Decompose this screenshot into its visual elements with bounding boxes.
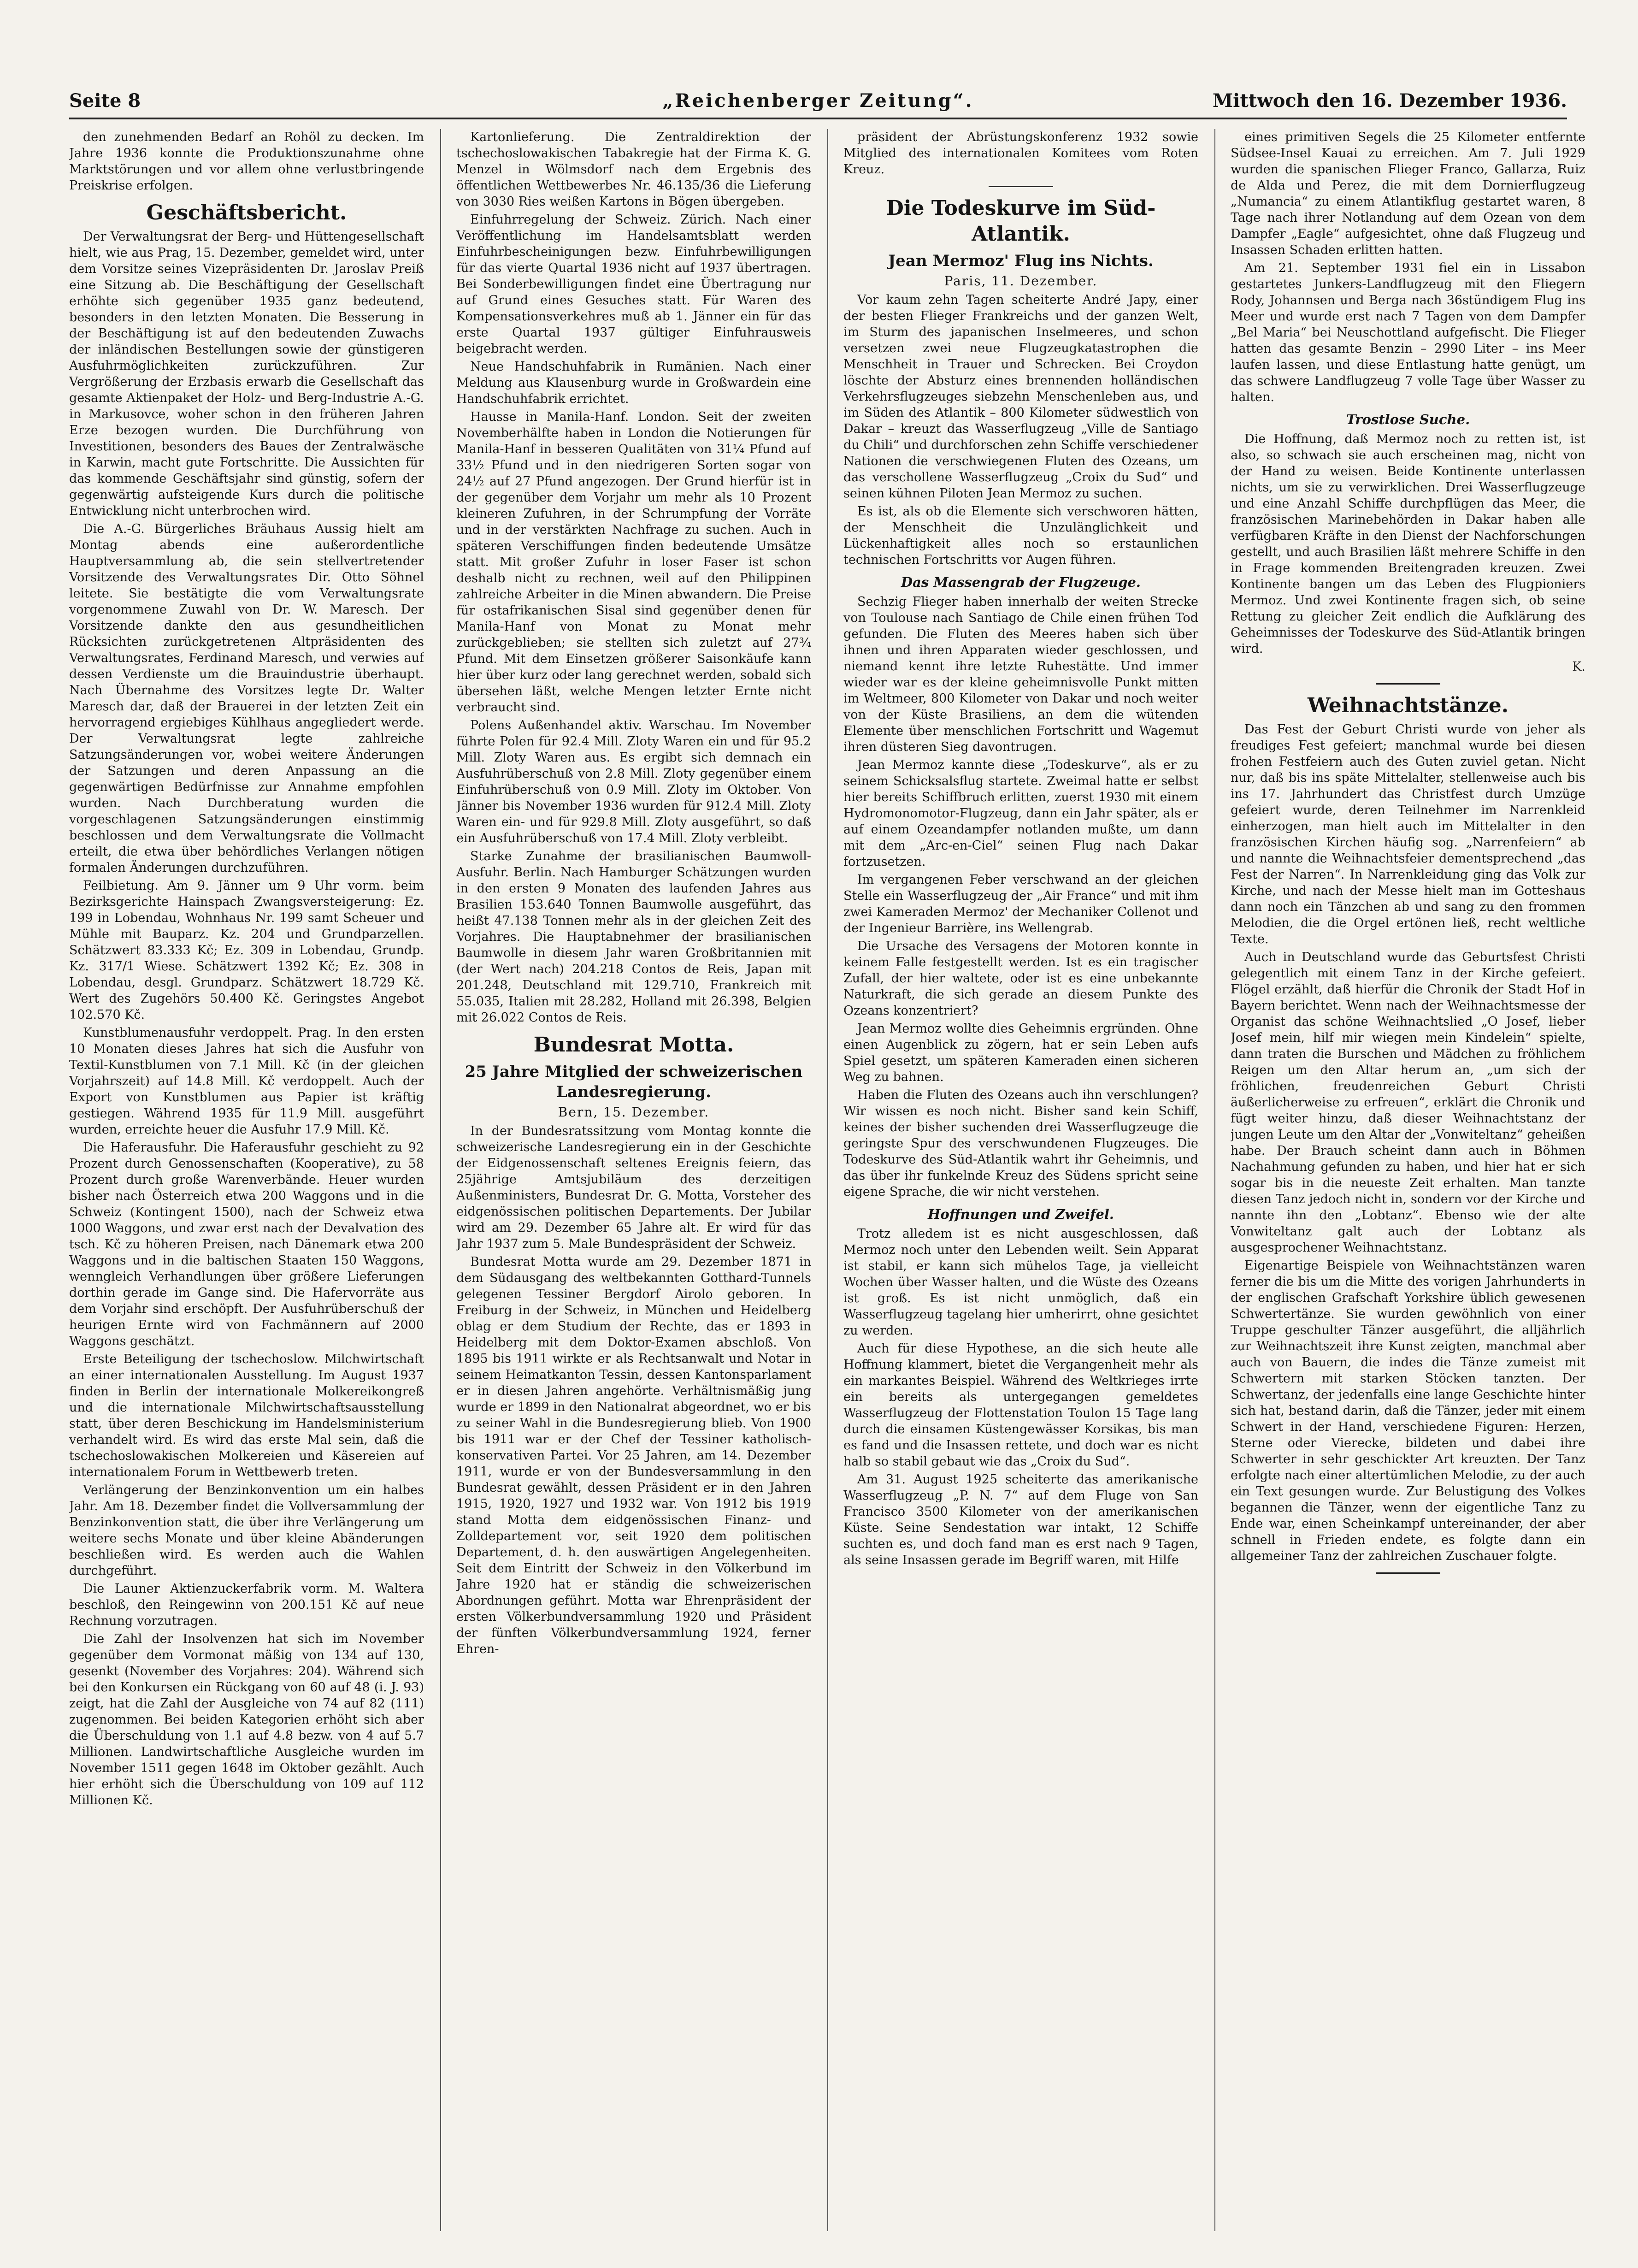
- section-heading-geschaeftsbericht: Geschäftsbericht.: [146, 201, 347, 224]
- paragraph: Sechzig Flieger haben innerhalb der weiten Strecke von Toulouse nach Santiago de Chile einen frühen Tod gefunden. Die Fluten des Meeres haben sich über ihnen und ihren Apparaten wieder geschlossen, und niemand kennt ihre letzte Ruhestätte. Und immer wieder war es der kleine geheimnisvolle Punkt mitten im Weltmeer, 800 Kilometer von Dakar und noch weiter von der Küste Brasiliens, an dem die wütenden Elemente über menschlichen Fortschritt und Wagemut ihren düsteren Sieg davontrugen.: [843, 595, 1198, 754]
- dateline: Bern, 15. Dezember.: [558, 1104, 710, 1120]
- page-header: [69, 85, 1567, 119]
- paragraph: Die Launer Aktienzuckerfabrik vorm. M. Waltera beschloß, den Reingewinn von 200.151 Kč auf neue Rechnung vorzutragen.: [69, 1582, 424, 1628]
- paragraph: Bundesrat Motta wurde am 29. Dezember 1871 in dem Südausgang des weltbekannten Gotthard-Tunnels gelegenen Tessiner Bergdorf Airolo geboren. In Freiburg in der Schweiz, in München und Heidelberg oblag er dem Studium der Rechte, das er 1893 in Heidelberg mit dem Doktor-Examen abschloß. Von 1895 bis 1911 wirkte er als Rechtsanwalt und Notar in seinem Heimatkanton Tessin, dessen Kantonsparlament er in diesen Jahren angehörte. Verhältnismäßig jung wurde er 1899 in den Nationalrat abgeordnet, wo er bis zu seiner Wahl in die Bundesregierung blieb. Von 1900 bis 1911 war er der Chef der Tessiner katholisch-konservativen Partei. Vor 25 Jahren, am 14. Dezember 1911, wurde er von der Bundesversammlung in den Bundesrat gewählt, dessen Präsident er in den Jahren 1915, 1920, 1927 und 1932 war. Von 1912 bis 1919 stand Motta dem eidgenössischen Finanz- und Zolldepartement vor, seit 1920 dem politischen Departement, d. h. den auswärtigen Angelegenheiten. Seit dem Eintritt der Schweiz in den Völkerbund im Jahre 1920 hat er ständig die schweizerischen Abordnungen geführt. Motta war Ehrenpräsident der ersten Völkerbundversammlung 1920 und Präsident der fünften Völkerbundversammlung 1924, ferner Ehren-: [456, 1255, 811, 1656]
- paragraph: den zunehmenden Bedarf an Rohöl zu decken. Im Jahre 1936 konnte die Produktionszunahme ohne Marktstörungen und vor allem ohne verlustbringende Preiskrise erfolgen.: [69, 130, 424, 193]
- author-signature: K.: [1572, 660, 1585, 674]
- article-title-todeskurve: Die Todeskurve im Süd-Atlantik.: [886, 196, 1156, 246]
- page-number: Seite 8: [69, 90, 141, 112]
- paragraph: Die A.-G. Bürgerliches Bräuhaus Aussig hielt am Montag abends eine außerordentliche Hauptversammlung ab, die sein stellvertretender Vorsitzende des Verwaltungsrates Dir. Otto Söhnel leitete. Sie bestätigte die vom Verwaltungsrate vorgenommene Zuwahl von Dr. W. Maresch. Der Vorsitzende dankte den aus gesundheitlichen Rücksichten zurückgetretenen Altpräsidenten des Verwaltungsrates, Ferdinand Maresch, und verwies auf dessen Verdienste um die Brauindustrie überhaupt. Nach Übernahme des Vorsitzes legte Dr. Walter Maresch dar, daß der Brauerei in der letzten Zeit ein hervorragend ergiebiges Kühlhaus angegliedert werde. Der Verwaltungsrat legte zahlreiche Satzungsänderungen vor, wobei weitere Änderungen der Satzungen und deren Anpassung an die gegenwärtigen Bedürfnisse zur Annahme empfohlen wurden. Nach Durchberatung wurden die vorgeschlagenen Satzungsänderungen einstimmig beschlossen und dem Verwaltungsrate die Vollmacht erteilt, die etwa über behördliches Verlangen nötigen formalen Änderungen durchzuführen.: [69, 522, 424, 875]
- paragraph: Auch für diese Hypothese, an die sich heute alle Hoffnung klammert, bietet die Vergangenheit mehr als ein markantes Beispiel. Während des Weltkrieges irrte ein bereits als untergegangen gemeldetes Wasserflugzeug der Flottenstation Toulon 15 Tage lang durch die einsamen Küstengewässer Korsikas, bis man es fand und die Insassen rettete, und doch war es nicht halb so stabil gebaut wie das „Croix du Sud“.: [843, 1341, 1198, 1469]
- column-divider: [440, 129, 441, 2231]
- subheading-hoffnungen: Hoffnungen und Zweifel.: [927, 1206, 1114, 1222]
- paragraph: Am 21. September 1931 fiel ein in Lissabon gestartetes Junkers-Landflugzeug mit den Fliegern Rody, Johannsen und Berga nach 36stündigem Flug ins Meer und wurde erst nach 7 Tagen von dem Dampfer „Bel Maria“ bei Neuschottland aufgefischt. Die Flieger hatten das gesamte Benzin – 2990 Liter – ins Meer laufen lassen, und diese Entlastung hatte genügt, um das schwere Landflugzeug 7 volle Tage über Wasser zu halten.: [1231, 261, 1585, 404]
- article-title-weihnachtstaenze: Weihnachtstänze.: [1307, 694, 1509, 717]
- column-1: [69, 129, 424, 2231]
- separator-rule: [1376, 683, 1440, 685]
- paragraph: In der Bundesratssitzung vom Montag konnte die schweizerische Landesregierung ein in der Geschichte der Eidgenossenschaft seltenes Ereignis feiern, das 25jährige Amtsjubiläum des derzeitigen Außenministers, Bundesrat Dr. G. Motta, Vorsteher des eidgenössischen politischen Departements. Der Jubilar wird am 29. Dezember 65 Jahre alt. Er wird für das Jahr 1937 zum 5. Male Bundespräsident der Schweiz.: [456, 1124, 811, 1251]
- paragraph: Es ist, als ob die Elemente sich verschworen hätten, der Menschheit die Unzulänglichkeit und Lückenhaftigkeit alles noch so erstaunlichen technischen Fortschritts vor Augen führen.: [843, 504, 1198, 567]
- paragraph: Hausse in Manila-Hanf. London. Seit der zweiten Novemberhälfte haben in London die Notierungen für Manila-Hanf in besseren Qualitäten von 31¼ Pfund auf 33½ Pfund und in den niedrigeren Sorten sogar von 24½ auf 27 Pfund angezogen. Der Grund hierfür ist in der gegenüber dem Vorjahr um mehr als 10 Prozent kleineren Zufuhren, in der Schrumpfung der Vorräte und in der verstärkten Nachfrage zu suchen. Auch in späteren Verschiffungen finden bedeutende Umsätze statt. Mit großer Zufuhr in loser Faser ist schon deshalb nicht zu rechnen, weil auf den Philippinen zahlreiche Arbeiter in die Minen abwandern. Die Preise für ostafrikanischen Sisal sind gegenüber denen für Manila-Hanf von Monat zu Monat mehr zurückgeblieben; sie stellten sich zuletzt auf 27¾ Pfund. Mit dem Einsetzen größerer Saisonkäufe kann hier über kurz oder lang gerechnet werden, sobald sich übersehen läßt, welche Mengen letzter Ernte nicht verbraucht sind.: [456, 410, 811, 715]
- column-2: [456, 129, 811, 2231]
- paragraph: Starke Zunahme der brasilianischen Baumwoll-Ausfuhr. Berlin. Nach Hamburger Schätzungen wurden in den ersten 9 Monaten des laufenden Jahres aus Brasilien 153.640 Tonnen Baumwolle ausgeführt, das heißt 47.138 Tonnen mehr als in der gleichen Zeit des Vorjahres. Die Hauptabnehmer der brasilianischen Baumwolle in diesem Jahr waren Großbritannien mit (der Wert nach) 204.218 Contos de Reis, Japan mit 201.248, Deutschland mit 129.710, Frankreich mit 55.035, Italien mit 28.282, Holland mit 26.398, Belgien mit 26.022 Contos de Reis.: [456, 849, 811, 1025]
- paragraph: Die Zahl der Insolvenzen hat sich im November gegenüber dem Vormonat mäßig von 134 auf 130, gesenkt (November des Vorjahres: 204). Während sich bei den Konkursen ein Rückgang von 60 auf 48 (i. J. 93) zeigt, hat die Zahl der Ausgleiche von 74 auf 82 (111) zugenommen. Bei beiden Kategorien erhöht sich aber die Überschuldung von 1.1 auf 4.8 bezw. von 4 auf 5.7 Millionen. Landwirtschaftliche Ausgleiche wurden im November 1511 gegen 1648 im Oktober gezählt. Auch hier erhöht sich die Überschuldung von 109 auf 112 Millionen Kč.: [69, 1632, 424, 1807]
- column-divider: [1214, 129, 1215, 2231]
- paragraph: Eigenartige Beispiele von Weihnachtstänzen waren ferner die bis um die Mitte des vorigen Jahrhunderts in der englischen Grafschaft Yorkshire üblich gewesenen Schwertertänze. Sie wurden gewöhnlich von einer Truppe geschulter Tänzer ausgeführt, die alljährlich zur Weihnachtszeit ihre Kunst zeigten, manchmal aber auch von Bauern, die indes die Tänze zumeist mit Schwertern mit starken Stöcken tanzten. Der Schwertanz, der jedenfalls eine lange Geschichte hinter sich hat, bestand darin, daß die Tänzer, jeder mit einem Schwert in der Hand, verschiedene Figuren: Herzen, Sterne oder Vierecke, bildeten und dabei ihre Schwerter in sehr geschickter Art kreuzten. Der Tanz erfolgte nach einer altertümlichen Melodie, zu der auch ein Text gesungen wurde. Zur Belustigung des Volkes begannen die Tänzer, wenn der eigentliche Tanz zu Ende war, einen Scheinkampf untereinander, der aber schnell in Frieden endete, es folgte dann ein allgemeiner Tanz der zahlreichen Zuschauer folgte.: [1231, 1258, 1585, 1563]
- subheading-massengrab: Das Massengrab der Flugzeuge.: [901, 574, 1141, 590]
- paragraph: Jean Mermoz wollte dies Geheimnis ergründen. Ohne einen Augenblick zu zögern, hat er sein Leben aufs Spiel gesetzt, um späteren Kameraden einen sicheren Weg zu bahnen.: [843, 1022, 1198, 1084]
- paragraph: Verlängerung der Benzinkonvention um ein halbes Jahr. Am 18. Dezember findet die Vollversammlung der Benzinkonvention statt, die über ihre Verlängerung um weitere sechs Monate und über kleine Abänderungen beschließen wird. Es werden auch die Wahlen durchgeführt.: [69, 1483, 424, 1578]
- article-subtitle-motta: 25 Jahre Mitglied der schweizerischen Landesregierung.: [465, 1063, 803, 1101]
- paragraph: Das Fest der Geburt Christi wurde von jeher als freudiges Fest gefeiert; manchmal wurde bei diesen frohen Festfeiern auch des Guten zuviel getan. Nicht nur, daß bis ins späte Mittelalter, stellenweise auch bis ins 17. Jahrhundert das Christfest durch Umzüge gefeiert wurde, deren Teilnehmer im Narrenkleid einherzogen, man hielt auch im Mittelalter in den französischen Kirchen häufig sog. „Narrenfeiern“ ab und nannte die Weihnachtsfeier dementsprechend „das Fest der Narren“. In Narrenkleidung ging das Volk zur Kirche, und nach der Messe hielt man im Gotteshaus dann noch ein Tänzchen ab und sang zu den frommen Melodien, die die Orgel ertönen ließ, recht weltliche Texte.: [1231, 722, 1585, 946]
- column-3: [843, 129, 1198, 2231]
- paragraph: Jean Mermoz kannte diese „Todeskurve“, als er zu seinem Schicksalsflug startete. Zweimal hatte er selbst hier bereits Schiffbruch erlitten, zuerst 1930 mit einem Hydromonomotor-Flugzeug, dann ein Jahr später, als er auf einem Ozeandampfer notlanden mußte, um dann mit dem „Arc-en-Ciel“ seinen Flug nach Dakar fortzusetzen.: [843, 758, 1198, 869]
- paragraph: Kunstblumenausfuhr verdoppelt. Prag. In den ersten 10 Monaten dieses Jahres hat sich die Ausfuhr von Textil-Kunstblumen von 7.1 Mill. Kč (in der gleichen Vorjahrszeit) auf 14.8 Mill. Kč verdoppelt. Auch der Export von Kunstblumen aus Papier ist kräftig gestiegen. Während 1935 für 11.9 Mill. ausgeführt wurden, erreichte heuer die Ausfuhr 17.9 Mill. Kč.: [69, 1026, 424, 1137]
- paragraph: Die Haferausfuhr. Die Haferausfuhr geschieht zu 92 Prozent durch Genossenschaften (Kooperative), zu 58 Prozent durch große Warenverbände. Heuer wurden bisher nach Österreich etwa 200 Waggons und in die Schweiz (Kontingent 1500), nach der Schweiz etwa 1000 Waggons, und zwar erst nach der Devalvation des tsch. Kč zu höheren Preisen, nach Dänemark etwa 200 Waggons und in die baltischen Staaten 150 Waggons, wenngleich Verhandlungen über größere Lieferungen dorthin gerade im Gange sind. Die Hafervorräte aus dem Vorjahr sind erschöpft. Der Ausfuhrüberschuß der heurigen Ernte wird von Fachmännern auf 2000 Waggons geschätzt.: [69, 1140, 424, 1348]
- column-divider: [827, 129, 828, 2231]
- paragraph: Kartonlieferung. Die Zentraldirektion der tschechoslowakischen Tabakregie hat der Firma K. G. Menzel in Wölmsdorf nach dem Ergebnis des öffentlichen Wettbewerbes Nr. 46.135/36 die Lieferung von 3030 Ries weißen Kartons in Bögen übergeben.: [456, 130, 811, 209]
- paragraph: Auch in Deutschland wurde das Geburtsfest Christi gelegentlich mit einem Tanz in der Kirche gefeiert. Flögel erzählt, daß hierfür die Chronik der Stadt Hof in Bayern berichtet. Wenn nach der Weihnachtsmesse der Organist das schöne Weihnachtslied „O Josef, lieber Josef mein, hilf mir wiegen mein Kindelein“ spielte, dann traten die Burschen und Mädchen zu fröhlichem Reigen um den Altar herum an, „um sich der fröhlichen, freudenreichen Geburt Christi äußerlicherweise zu erfreuen“, erklärt die Chronik und fügt weiter hinzu, daß dieser Weihnachtstanz der jungen Leute um den Altar der „Vonwiteltanz“ geheißen habe. Der Brauch scheint dann auch in Böhmen Nachahmung gefunden zu haben, und hier hat er sich sogar bis in die neueste Zeit erhalten. Man tanzte diesen Tanz jedoch nicht in, sondern vor der Kirche und nannte ihn den „Lobtanz“. Ebenso wie der alte Vonwiteltanz galt auch der Lobtanz als ausgesprochener Weihnachtstanz.: [1231, 950, 1585, 1255]
- paragraph: eines primitiven Segels die 25 Kilometer entfernte Südsee-Insel Kauai zu erreichen. Am 7. Juli 1929 wurden die spanischen Flieger Franco, Gallarza, Ruiz de Alda und Perez, die mit dem Dornierflugzeug „Numancia“ zu einem Atlantikflug gestartet waren, 8 Tage nach ihrer Notlandung auf dem Ozean von dem Dampfer „Eagle“ aufgesichtet, ohne daß Flugzeug und Insassen Schaden erlitten hatten.: [1231, 130, 1585, 257]
- paragraph: präsident der Abrüstungskonferenz 1932 sowie Mitglied des internationalen Komitees vom Roten Kreuz.: [843, 130, 1198, 177]
- paragraph: Die Hoffnung, daß Mermoz noch zu retten ist, ist also, so schwach sie auch erscheinen mag, nicht von der Hand zu weisen. Beide Kontinente unterlassen nichts, um sie zu verwirklichen. Drei Wasserflugzeuge und eine Anzahl Schiffe durchpflügen das Meer, die französischen Marinebehörden in Dakar haben alle verfügbaren Kräfte in den Dienst der Nachforschungen gestellt, und auch Brasilien läßt mehrere Schiffe in den in Frage kommenden Breitengraden kreuzen. Zwei Kontinente bangen um das Leben des Flugpioniers Mermoz. Und zwei Kontinente fragen sich, ob seine Rettung zu gleicher Zeit endlich die Aufklärung des Geheimnisses der Todeskurve des Süd-Atlantik bringen wird.: [1231, 432, 1585, 656]
- separator-rule: [1376, 1572, 1440, 1574]
- paragraph: Vor kaum zehn Tagen scheiterte André Japy, einer der besten Flieger Frankreichs und der ganzen Welt, im Sturm des japanischen Inselmeeres, und schon versetzen zwei neue Flugzeugkatastrophen die Menschheit in Trauer und Schrecken. Bei Croydon löschte der Absturz eines brennenden holländischen Verkehrsflugzeuges siebzehn Menschenleben aus, und im Süden des Atlantik – 800 Kilometer südwestlich von Dakar – kreuzt das Wasserflugzeug „Ville de Santiago du Chili“ und durchforschen zehn Schiffe verschiedener Nationen die verschwiegenen Fluten des Ozeans, um das verschollene Wasserflugzeug „Croix du Sud“ und seinen kühnen Piloten Jean Mermoz zu suchen.: [843, 293, 1198, 501]
- subheading-trostlose-suche: Trostlose Suche.: [1346, 412, 1470, 427]
- paragraph: Haben die Fluten des Ozeans auch ihn verschlungen? Wir wissen es noch nicht. Bisher sand kein Schiff, keines der bisher suchenden drei Wasserflugzeuge die geringste Spur des verschwundenen Flugzeuges. Die Todeskurve des Süd-Atlantik wahrt ihr Geheimnis, und das über ihr funkelnde Kreuz des Südens spricht seine eigene Sprache, die wir nicht verstehen.: [843, 1088, 1198, 1199]
- paragraph: Einfuhrregelung der Schweiz. Zürich. Nach einer Veröffentlichung im Handelsamtsblatt werden Einfuhrbescheinigungen bezw. Einfuhrbewilligungen für das vierte Quartal 1936 nicht auf 1937 übertragen. Bei Sonderbewilligungen findet eine Übertragung nur auf Grund eines Gesuches statt. Für Waren des Kompensationsverkehres muß ab 1. Jänner ein für das erste Quartal 1937 gültiger Einfuhrausweis beigebracht werden.: [456, 213, 811, 356]
- paragraph: Polens Außenhandel aktiv. Warschau. Im November führte Polen für 92.4 Mill. Zloty Waren ein und für 95.2 Mill. Zloty Waren aus. Es ergibt sich demnach ein Ausfuhrüberschuß von 2.8 Mill. Zloty gegenüber einem Einfuhrüberschuß von 0.9 Mill. Zloty im Oktober. Von Jänner bis November 1936 wurden für 912.4 Mill. Zloty Waren ein- und für 929.8 Mill. Zloty ausgeführt, so daß ein Ausfuhrüberschuß von 17.4 Mill. Zloty verbleibt.: [456, 718, 811, 845]
- column-4: [1231, 129, 1585, 2231]
- article-title-motta: Bundesrat Motta.: [533, 1033, 734, 1057]
- article-subtitle-todeskurve: Jean Mermoz' Flug ins Nichts.: [888, 252, 1154, 270]
- paragraph: Im vergangenen Feber verschwand an der gleichen Stelle ein Wasserflugzeug der „Air France“ und mit ihm zwei Kameraden Mermoz' der Mechaniker Collenot und der Ingenieur Barrière, ins Wellengrab.: [843, 873, 1198, 935]
- newspaper-title: „Reichenberger Zeitung“.: [662, 90, 974, 112]
- issue-date: Mittwoch den 16. Dezember 1936.: [1212, 90, 1567, 112]
- paragraph: Die Ursache des Versagens der Motoren konnte in keinem Falle festgestellt werden. Ist es ein tragischer Zufall, der hier waltete, oder ist es eine unbekannte Naturkraft, die sich gerade an diesem Punkte des Ozeans konzentriert?: [843, 939, 1198, 1018]
- paragraph: Der Verwaltungsrat der Berg- und Hüttengesellschaft hielt, wie aus Prag, 15. Dezember, gemeldet wird, unter dem Vorsitze seines Vizepräsidenten Dr. Jaroslav Preiß eine Sitzung ab. Die Beschäftigung der Gesellschaft erhöhte sich gegenüber 1935 ganz bedeutend, besonders in den letzten Monaten. Die Besserung in der Beschäftigung ist auf den bedeutenden Zuwachs der inländischen Bestellungen sowie der günstigeren Ausfuhrmöglichkeiten zurückzuführen. Zur Vergrößerung der Erzbasis erwarb die Gesellschaft das gesamte Aktienpaket der Holz- und Berg-Industrie A.-G. in Markusovce, woher schon in den früheren Jahren Erze bezogen wurden. Die Durchführung von Investitionen, besonders des Baues der Zentralwäsche in Karwin, macht gute Fortschritte. Die Aussichten für das kommende Geschäftsjahr sind günstig, sofern der gegenwärtig aufsteigende Kurs durch die politische Entwicklung nicht unterbrochen wird.: [69, 230, 424, 518]
- paragraph: Feilbietung. Am 9. Jänner um 9 Uhr vorm. beim Bezirksgerichte Hainspach Zwangsversteigerung: Ez. 199 in Lobendau, Wohnhaus Nr. 199 samt Scheuer und Mühle mit Bauparz. Kz. 204 und Grundparzellen. Schätzwert 83.333 Kč; Ez. 309 in Lobendau, Grundp. Kz. 317/1 Wiese. Schätzwert 1392 Kč; Ez. 308 in Lobendau, desgl. Grundparz. Schätzwert 18.729 Kč. Wert des Zugehörs 50.400 Kč. Geringstes Angebot 102.570 Kč.: [69, 879, 424, 1022]
- paragraph: Trotz alledem ist es nicht ausgeschlossen, daß Mermoz noch unter den Lebenden weilt. Sein Apparat ist stabil, er kann sich mühelos Tage, ja vielleicht Wochen über Wasser halten, und die Wüste des Ozeans ist groß. Es ist nicht unmöglich, daß ein Wasserflugzeug tagelang hier umherirrt, ohne gesichtet zu werden.: [843, 1227, 1198, 1338]
- paragraph: Neue Handschuhfabrik in Rumänien. Nach einer Meldung aus Klausenburg wurde in Großwardein eine Handschuhfabrik errichtet.: [456, 360, 811, 406]
- paragraph: Erste Beteiligung der tschechoslow. Milchwirtschaft an einer internationalen Ausstellung. Im August 1937 finden in Berlin der internationale Molkereikongreß und die internationale Milchwirtschaftsausstellung statt, über deren Beschickung im Handelsministerium verhandelt wird. Es wird das erste Mal sein, daß die tschechoslowakischen Molkereien und Käsereien auf internationalem Forum in Wettbewerb treten.: [69, 1352, 424, 1479]
- dateline: Paris, 11. Dezember.: [944, 273, 1098, 289]
- paragraph: Am 31. August 1925 scheiterte das amerikanische Wasserflugzeug „P. N. 7“ auf dem Fluge von San Francisco 3500 Kilometer von der amerikanischen Küste. Seine Sendestation war intakt, 12 Schiffe suchten es, und doch fand man es erst nach 9 Tagen, als seine Insassen gerade im Begriff waren, mit Hilfe: [843, 1472, 1198, 1567]
- separator-rule: [989, 186, 1053, 187]
